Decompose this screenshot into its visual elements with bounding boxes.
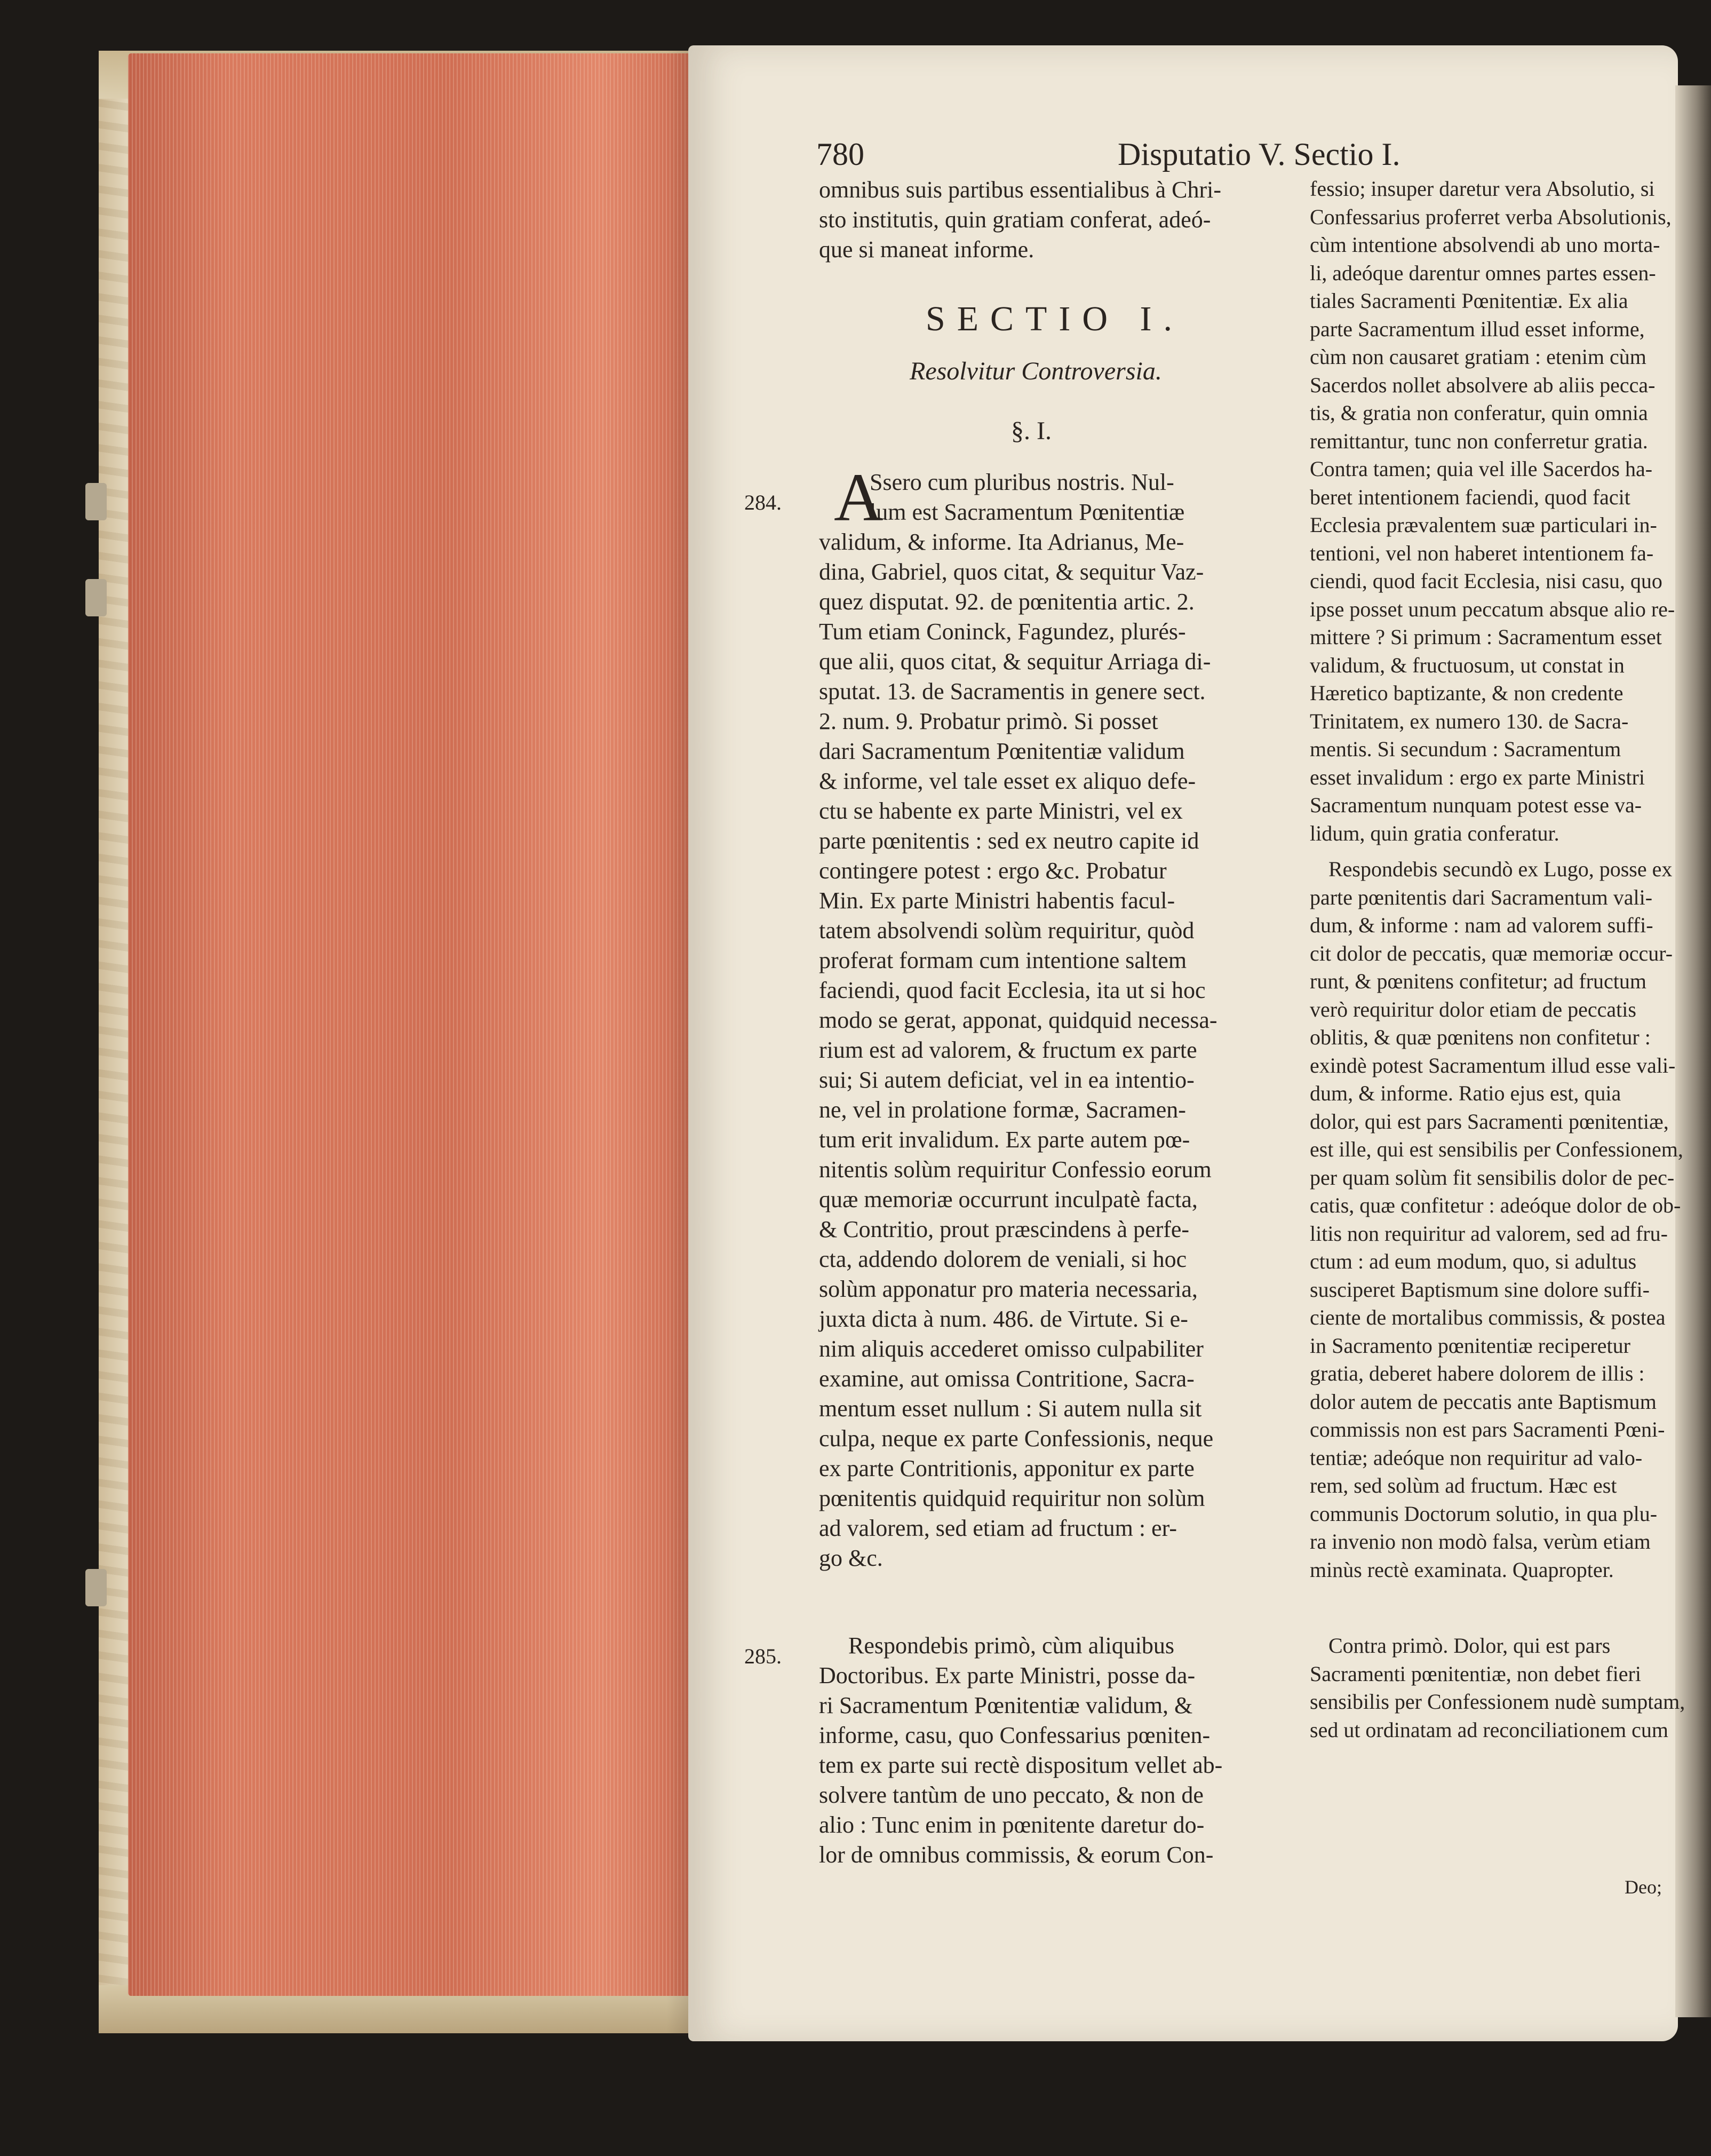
text-line: tiales Sacramenti Pœnitentiæ. Ex alia bbox=[1310, 289, 1628, 313]
text-line: esset invalidum : ergo ex parte Ministri bbox=[1310, 765, 1645, 789]
right-column bbox=[1310, 0, 1685, 2156]
text-line: & informe, vel tale esset ex aliquo defe- bbox=[819, 768, 1196, 794]
text-line: Ssero cum pluribus nostris. Nul- bbox=[870, 469, 1174, 495]
text-line: cit dolor de peccatis, quæ memoriæ occur- bbox=[1310, 941, 1673, 965]
text-line: ra invenio non modò falsa, verùm etiam bbox=[1310, 1529, 1651, 1553]
text-line: ad valorem, sed etiam ad fructum : er- bbox=[819, 1515, 1177, 1541]
text-line: Trinitatem, ex numero 130. de Sacra- bbox=[1310, 709, 1629, 733]
text-line: culpa, neque ex parte Confessionis, neque bbox=[819, 1425, 1214, 1452]
text-line: Respondebis secundò ex Lugo, posse ex bbox=[1328, 857, 1673, 881]
text-line: ciendi, quod facit Ecclesia, nisi casu, quo bbox=[1310, 569, 1662, 593]
text-line: ex parte Contritionis, apponitur ex parte bbox=[819, 1455, 1195, 1481]
text-line: quæ memoriæ occurrunt inculpatè facta, bbox=[819, 1186, 1198, 1212]
text-line: cùm non causaret gratiam : etenim cùm bbox=[1310, 345, 1646, 369]
text-line: parte Sacramentum illud esset informe, bbox=[1310, 316, 1645, 341]
facing-page-edge bbox=[1675, 85, 1711, 2017]
text-line: remittantur, tunc non conferretur gratia. bbox=[1310, 429, 1648, 453]
text-line: mentum esset nullum : Si autem nulla sit bbox=[819, 1396, 1202, 1422]
text-line: litis non requiritur ad valorem, sed ad fru- bbox=[1310, 1221, 1668, 1246]
text-line: solvere tantùm de uno peccato, & non de bbox=[819, 1782, 1204, 1808]
page-number: 780 bbox=[816, 137, 864, 172]
text-line: omnibus suis partibus essentialibus à Chri- bbox=[819, 177, 1222, 203]
drop-cap: A bbox=[834, 459, 884, 535]
text-line: Sacramenti pœnitentiæ, non debet fieri bbox=[1310, 1661, 1641, 1686]
text-line: proferat formam cum intentione saltem bbox=[819, 947, 1187, 973]
text-line: lor de omnibus commissis, & eorum Con- bbox=[819, 1842, 1214, 1868]
clasp-top bbox=[85, 483, 107, 520]
text-line: oblitis, & quæ pœnitens non confitetur : bbox=[1310, 1025, 1651, 1049]
red-page-edges bbox=[128, 53, 704, 1996]
text-line: dari Sacramentum Pœnitentiæ validum bbox=[819, 738, 1185, 764]
text-line: modo se gerat, apponat, quidquid necessa- bbox=[819, 1007, 1217, 1033]
text-line: commissis non est pars Sacramenti Pœni- bbox=[1310, 1417, 1665, 1441]
text-line: lidum, quin gratia conferatur. bbox=[1310, 821, 1559, 845]
catchword: Deo; bbox=[1625, 1876, 1662, 1898]
text-line: validum, & fructuosum, ut constat in bbox=[1310, 653, 1625, 677]
text-line: Hæretico baptizante, & non credente bbox=[1310, 681, 1624, 705]
text-line: ne, vel in prolatione formæ, Sacramen- bbox=[819, 1097, 1186, 1123]
text-line: juxta dicta à num. 486. de Virtute. Si e- bbox=[819, 1306, 1188, 1332]
section-title: SECTIO I. bbox=[926, 299, 1184, 338]
text-line: tis, & gratia non conferatur, quin omnia bbox=[1310, 401, 1648, 425]
text-line: sui; Si autem deficiat, vel in ea intentio- bbox=[819, 1067, 1195, 1093]
text-line: que si maneat informe. bbox=[819, 236, 1034, 263]
text-line: communis Doctorum solutio, in qua plu- bbox=[1310, 1501, 1658, 1526]
text-line: rium est ad valorem, & fructum ex parte bbox=[819, 1037, 1197, 1063]
text-line: Respondebis primò, cùm aliquibus bbox=[848, 1632, 1175, 1659]
text-line: in Sacramento pœnitentiæ reciperetur bbox=[1310, 1333, 1630, 1358]
text-line: Ecclesia prævalentem suæ particulari in- bbox=[1310, 513, 1657, 537]
text-line: validum, & informe. Ita Adrianus, Me- bbox=[819, 529, 1184, 555]
text-line: tatem absolvendi solùm requiritur, quòd bbox=[819, 917, 1195, 944]
text-line: gratia, deberet habere dolorem de illis : bbox=[1310, 1361, 1645, 1385]
text-line: Contra primò. Dolor, qui est pars bbox=[1328, 1634, 1611, 1658]
text-line: mentis. Si secundum : Sacramentum bbox=[1310, 737, 1621, 761]
text-line: ri Sacramentum Pœnitentiæ validum, & bbox=[819, 1692, 1193, 1718]
text-line: nim aliquis accederet omisso culpabiliter bbox=[819, 1336, 1204, 1362]
text-line: Doctoribus. Ex parte Ministri, posse da- bbox=[819, 1662, 1196, 1689]
text-line: exindè potest Sacramentum illud esse vali- bbox=[1310, 1053, 1676, 1077]
text-line: dum, & informe : nam ad valorem suffi- bbox=[1310, 913, 1653, 937]
text-line: informe, casu, quo Confessarius pœniten- bbox=[819, 1722, 1211, 1748]
text-line: minùs rectè examinata. Quapropter. bbox=[1310, 1557, 1614, 1582]
text-line: tentioni, vel non haberet intentionem fa- bbox=[1310, 541, 1654, 565]
left-column bbox=[819, 0, 1288, 2156]
text-line: solùm apponatur pro materia necessaria, bbox=[819, 1276, 1198, 1302]
text-line: cta, addendo dolorem de veniali, si hoc bbox=[819, 1246, 1187, 1272]
text-line: Confessarius proferret verba Absolutionis, bbox=[1310, 204, 1672, 229]
text-line: sputat. 13. de Sacramentis in genere sect. bbox=[819, 678, 1206, 704]
text-line: examine, aut omissa Contritione, Sacra- bbox=[819, 1366, 1195, 1392]
text-line: contingere potest : ergo &c. Probatur bbox=[819, 858, 1167, 884]
text-line: lum est Sacramentum Pœnitentiæ bbox=[870, 499, 1185, 525]
text-line: susciperet Baptismum sine dolore suffi- bbox=[1310, 1277, 1650, 1302]
text-line: nitentis solùm requiritur Confessio eorum bbox=[819, 1156, 1212, 1183]
clasp-bottom bbox=[85, 1569, 107, 1606]
text-line: dolor autem de peccatis ante Baptismum bbox=[1310, 1389, 1657, 1414]
text-line: parte pœnitentis : sed ex neutro capite id bbox=[819, 828, 1199, 854]
text-line: Contra tamen; quia vel ille Sacerdos ha- bbox=[1310, 457, 1653, 481]
text-line: sensibilis per Confessionem nudè sumptam, bbox=[1310, 1690, 1685, 1714]
text-line: dolor, qui est pars Sacramenti pœnitentiæ, bbox=[1310, 1109, 1669, 1134]
text-line: tentiæ; adeóque non requiritur ad valo- bbox=[1310, 1445, 1643, 1470]
text-line: fessio; insuper daretur vera Absolutio, si bbox=[1310, 177, 1655, 201]
text-line: est ille, qui est sensibilis per Confessionem, bbox=[1310, 1137, 1683, 1161]
text-line: Sacramentum nunquam potest esse va- bbox=[1310, 793, 1642, 817]
text-line: pœnitentis quidquid requiritur non solùm bbox=[819, 1485, 1205, 1511]
running-title: Disputatio V. Sectio I. bbox=[1118, 137, 1400, 172]
section-subtitle: Resolvitur Controversia. bbox=[910, 357, 1162, 385]
text-line: ipse posset unum peccatum absque alio re- bbox=[1310, 597, 1675, 621]
text-line: verò requiritur dolor etiam de peccatis bbox=[1310, 997, 1636, 1021]
text-line: quez disputat. 92. de pœnitentia artic. 2. bbox=[819, 589, 1195, 615]
text-line: Min. Ex parte Ministri habentis facul- bbox=[819, 887, 1175, 914]
text-line: dum, & informe. Ratio ejus est, quia bbox=[1310, 1081, 1621, 1105]
text-line: alio : Tunc enim in pœnitente daretur do- bbox=[819, 1812, 1205, 1838]
text-line: sto institutis, quin gratiam conferat, adeó- bbox=[819, 207, 1211, 233]
text-line: que alii, quos citat, & sequitur Arriaga di- bbox=[819, 648, 1211, 675]
text-line: ctum : ad eum modum, quo, si adultus bbox=[1310, 1249, 1637, 1273]
margin-number-285: 285. bbox=[744, 1644, 782, 1668]
text-line: runt, & pœnitens confitetur; ad fructum bbox=[1310, 969, 1646, 993]
text-line: ctu se habente ex parte Ministri, vel ex bbox=[819, 798, 1183, 824]
text-line: dina, Gabriel, quos citat, & sequitur Vaz- bbox=[819, 559, 1204, 585]
text-line: Sacerdos nollet absolvere ab aliis pecca- bbox=[1310, 372, 1656, 397]
text-line: Tum etiam Coninck, Fagundez, plurés- bbox=[819, 619, 1186, 645]
margin-number-284: 284. bbox=[744, 490, 782, 514]
text-line: go &c. bbox=[819, 1545, 883, 1571]
text-line: & Contritio, prout præscindens à perfe- bbox=[819, 1216, 1190, 1242]
clasp-middle bbox=[85, 579, 107, 616]
text-line: mittere ? Si primum : Sacramentum esset bbox=[1310, 625, 1662, 649]
text-line: faciendi, quod facit Ecclesia, ita ut si hoc bbox=[819, 977, 1206, 1003]
text-line: catis, quæ confitetur : adeóque dolor de ob- bbox=[1310, 1193, 1681, 1217]
text-line: li, adeóque darentur omnes partes essen- bbox=[1310, 260, 1656, 285]
text-line: sed ut ordinatam ad reconciliationem cum bbox=[1310, 1717, 1668, 1742]
text-line: ciente de mortalibus commissis, & postea bbox=[1310, 1305, 1666, 1329]
text-line: rem, sed solùm ad fructum. Hæc est bbox=[1310, 1473, 1617, 1497]
text-line: parte pœnitentis dari Sacramentum vali- bbox=[1310, 885, 1653, 909]
paragraph-sign: §. I. bbox=[1011, 417, 1052, 445]
text-line: beret intentionem faciendi, quod facit bbox=[1310, 485, 1630, 509]
text-line: cùm intentione absolvendi ab uno morta- bbox=[1310, 233, 1660, 257]
text-line: tem ex parte sui rectè dispositum vellet ab- bbox=[819, 1752, 1223, 1778]
text-line: 2. num. 9. Probatur primò. Si posset bbox=[819, 708, 1158, 734]
text-line: tum erit invalidum. Ex parte autem pœ- bbox=[819, 1127, 1190, 1153]
text-line: per quam solùm fit sensibilis dolor de pec- bbox=[1310, 1165, 1675, 1190]
